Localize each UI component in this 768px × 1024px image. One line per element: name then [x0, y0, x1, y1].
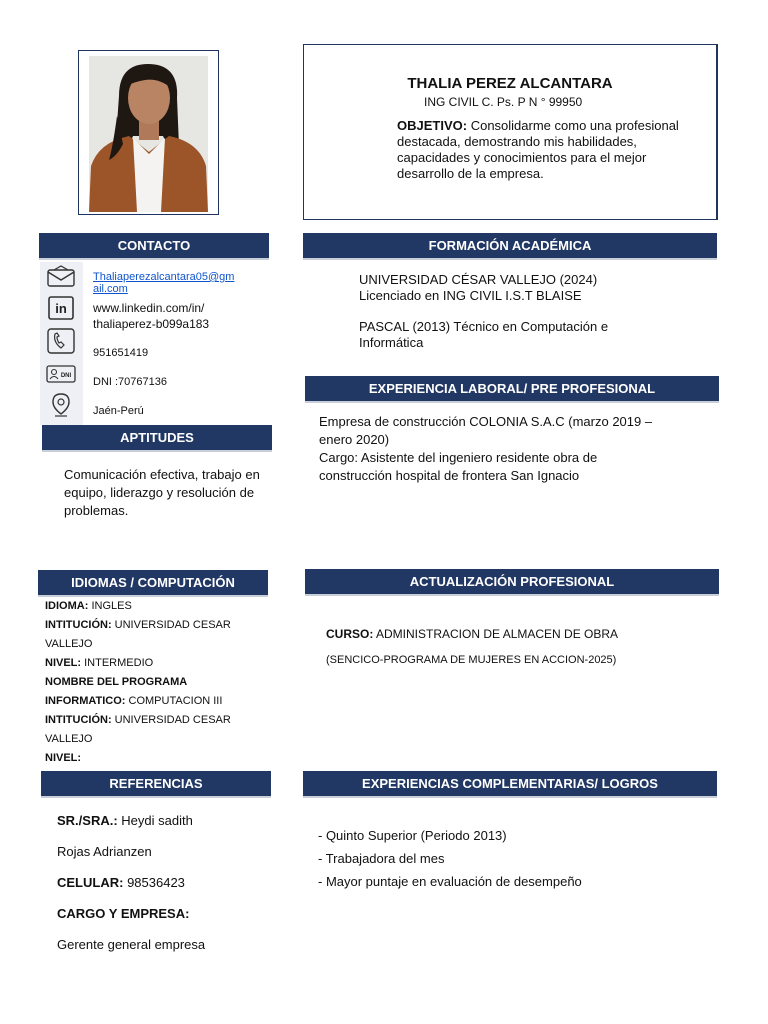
formacion-line: Licenciado en ING CIVIL I.S.T BLAISE: [359, 288, 582, 303]
experiencia-line: Cargo: Asistente del ingeniero residente obra de: [319, 450, 598, 465]
logro-item: - Mayor puntaje en evaluación de desempeño: [318, 874, 582, 889]
formacion-line: PASCAL (2013) Técnico en Computación e: [359, 319, 609, 334]
formacion-content: [359, 272, 608, 351]
person-name: THALIA PEREZ ALCANTARA: [407, 75, 613, 92]
location-pin-icon: [46, 392, 76, 418]
dni-number: DNI :70767136: [93, 376, 167, 388]
referencias-content: SR./SRA.: Heydi sadith Rojas Adrianzen CELULAR: 98536423 CARGO Y EMPRESA: Gerente general empresa: [57, 813, 206, 952]
profile-photo-frame: [78, 50, 219, 215]
section-actualizacion: ACTUALIZACIÓN PROFESIONAL: [305, 569, 719, 596]
objective-label: OBJETIVO:: [397, 118, 468, 133]
location: Jaén-Perú: [93, 405, 144, 417]
section-formacion: FORMACIÓN ACADÉMICA: [303, 233, 717, 260]
professional-title: ING CIVIL C. Ps. P N ° 99950: [424, 95, 583, 109]
section-experiencia: EXPERIENCIA LABORAL/ PRE PROFESIONAL: [305, 376, 719, 403]
phone-number: 951651419: [93, 347, 149, 359]
dni-icon: [46, 361, 76, 387]
contact-icon-strip: [40, 262, 83, 425]
curso-line: CURSO: ADMINISTRACION DE ALMACEN DE OBRA: [326, 627, 619, 641]
section-contacto: CONTACTO: [39, 233, 269, 260]
section-aptitudes: APTITUDES: [42, 425, 272, 452]
experiencia-line: construcción hospital de frontera San Ignacio: [319, 468, 580, 483]
profile-photo: [89, 56, 208, 212]
experiencia-content: [319, 413, 652, 485]
svg-text:DNI: DNI: [60, 373, 72, 379]
objective: [397, 118, 697, 182]
formacion-line: UNIVERSIDAD CÉSAR VALLEJO (2024): [359, 272, 598, 287]
section-idiomas: IDIOMAS / COMPUTACIÓN: [38, 570, 268, 597]
linkedin-icon[interactable]: [46, 295, 76, 321]
section-logros: EXPERIENCIAS COMPLEMENTARIAS/ LOGROS: [303, 771, 717, 798]
aptitudes-text: Comunicación efectiva, trabajo en equipo, liderazgo y resolución de problemas.: [64, 467, 260, 518]
idiomas-content: IDIOMA: INGLES INTITUCIÓN: UNIVERSIDAD CESAR VALLEJO NIVEL: INTERMEDIO NOMBRE DEL PROGRAMA INFORMATICO: COMPUTACION III INTITUCIÓN: UNIVERSIDAD CESAR VALLEJO NIVEL:: [45, 600, 231, 764]
objective-text: Consolidarme como una profesional destacada, demostrando mis habilidades, capacidades y conocimientos para el mejor desarrollo de la empresa.: [397, 118, 679, 181]
logros-list: [318, 824, 582, 893]
mail-icon: [46, 264, 76, 290]
phone-icon: [46, 328, 76, 354]
linkedin-url[interactable]: www.linkedin.com/in/ thaliaperez-b099a183: [93, 301, 210, 331]
svg-text:in: in: [55, 301, 67, 316]
header-box: [303, 44, 718, 220]
experiencia-line: Empresa de construcción COLONIA S.A.C (marzo 2019 –: [319, 414, 653, 429]
experiencia-line: enero 2020): [319, 432, 390, 447]
formacion-line: Informática: [359, 335, 424, 350]
logro-item: - Quinto Superior (Periodo 2013): [318, 828, 507, 843]
curso-detalle: (SENCICO-PROGRAMA DE MUJERES EN ACCION-2025): [326, 654, 617, 666]
logro-item: - Trabajadora del mes: [318, 851, 445, 866]
email-link[interactable]: Thaliaperezalcantara05@gm ail.com: [93, 271, 235, 295]
section-referencias: REFERENCIAS: [41, 771, 271, 798]
